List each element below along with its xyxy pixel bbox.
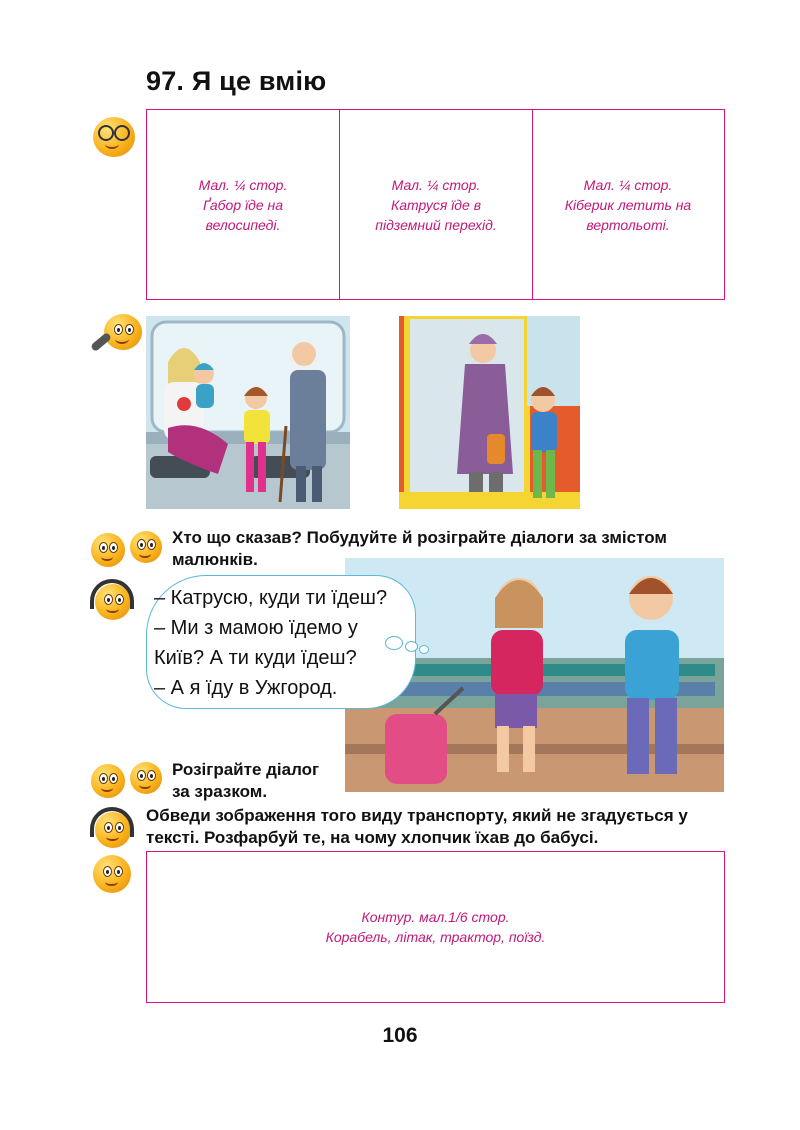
task-dialog-instruction: Хто що сказав? Побудуйте й розіграйте діалоги за змістом малюнків. [172, 528, 667, 569]
placeholder-box-2 [339, 110, 532, 299]
dialog-line: – Ми з мамою їдемо у [154, 617, 358, 639]
discussing-smiley-icon [91, 533, 125, 567]
dialog-line: Київ? А ти куди їдеш? [154, 647, 357, 669]
dialog-line: – Катрусю, куди ти їдеш? [154, 587, 388, 609]
speaking-smiley-icon [104, 314, 142, 350]
caption-line: підземний перехід. [375, 216, 497, 233]
discussing-smiley-icon [130, 531, 162, 563]
discussing-smiley-icon [91, 764, 125, 798]
headphones-icon [90, 807, 134, 837]
thinking-smiley-icon [93, 117, 135, 157]
headphones-icon [90, 579, 134, 609]
caption-line: Мал. ¼ стор. [198, 176, 288, 193]
transport-illustration-box [146, 851, 725, 1003]
bus-interior-illustration [146, 316, 350, 509]
caption-line: Мал. ¼ стор. [391, 176, 481, 193]
task-role-instruction: Розіграйте діалог за зразком. [172, 760, 320, 801]
page-title: 97. Я це вмію [146, 66, 327, 96]
discussing-smiley-icon [130, 762, 162, 794]
caption-line: вертольоті. [586, 216, 670, 233]
caption-line: велосипеді. [205, 216, 281, 233]
placeholder-box-1 [147, 110, 339, 299]
page-number: 106 [382, 1024, 418, 1047]
caption-line: Ґабор їде на [202, 196, 284, 213]
placeholder-box-3 [532, 110, 723, 299]
top-illustration-boxes [146, 109, 725, 300]
caption-line: Корабель, літак, трактор, поїзд. [325, 929, 546, 945]
dialog-line: – А я їду в Ужгород. [154, 677, 338, 699]
cloud-bubble [419, 645, 429, 654]
caption-line: Кіберик летить на [564, 196, 692, 213]
bus-door-illustration [399, 316, 580, 509]
caption-line: Контур. мал.1/6 стор. [361, 909, 510, 925]
task-circle-instruction: Обведи зображення того виду транспорту, який не згадується у тексті. Розфарбуй те, на чому хлопчик їхав до бабусі. [146, 806, 688, 847]
dialog-lines [154, 583, 416, 703]
caption-line: Мал. ¼ стор. [583, 176, 673, 193]
writing-smiley-icon [93, 855, 131, 893]
caption-line: Катруся їде в [390, 196, 482, 213]
